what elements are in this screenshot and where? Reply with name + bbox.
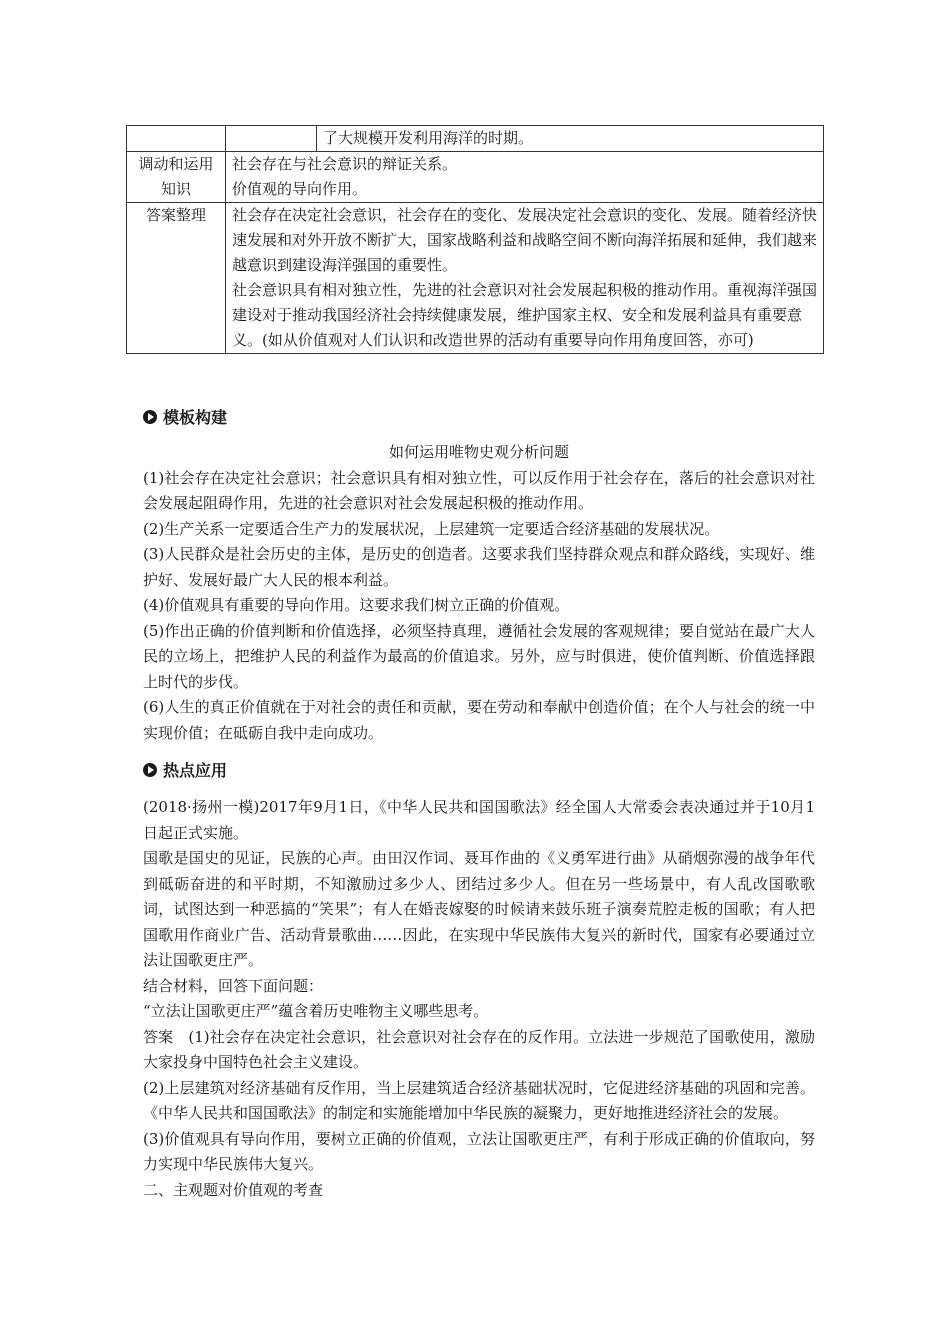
answer-paragraph: 社会存在决定社会意识，社会存在的变化、发展决定社会意识的变化、发展。随着经济快速发展和对外开放不断扩大，国家战略利益和战略空间不断向海洋拓展和延伸，我们越来越意识到建设海洋强国的重要性。 [232, 206, 818, 274]
template-title: 如何运用唯物史观分析问题 [388, 443, 569, 461]
section-heading-text: 热点应用 [163, 761, 228, 780]
knowledge-line: 价值观的导向作用。 [232, 180, 368, 198]
hot-paragraph: 国歌是国史的见证，民族的心声。由田汉作词、聂耳作曲的《义勇军进行曲》从硝烟弥漫的战争年代到砥砺奋进的和平时期，不知激励过多少人、团结过多少人。但在另一些场景中，有人乱改国歌歌词，试图达到一种恶搞的“笑果”；有人在婚丧嫁娶的时候请来鼓乐班子演奏荒腔走板的国歌；有人把国歌用作商业广告、活动背景歌曲……因此，在实现中华民族伟大复兴的新时代，国家有必要通过立法让国歌更庄严。 [143, 849, 815, 969]
play-circle-icon [143, 410, 157, 424]
table-row [127, 203, 824, 354]
template-item: (6)人生的真正价值就在于对社会的责任和贡献，要在劳动和奉献中创造价值；在个人与社会的统一中实现价值；在砥砺自我中走向成功。 [143, 698, 815, 742]
answer-paragraph: 社会意识具有相对独立性，先进的社会意识对社会发展起积极的推动作用。重视海洋强国建设对于推动我国经济社会持续健康发展，维护国家主权、安全和发展利益具有重要意义。(如从价值观对人们认识和改造世界的活动有重要导向作用角度回答，亦可) [232, 281, 818, 349]
hot-paragraph: 结合材料，回答下面问题： [143, 976, 324, 995]
hot-paragraph: 答案 (1)社会存在决定社会意识，社会意识对社会存在的反作用。立法进一步规范了国歌使用，激励大家投身中国特色社会主义建设。 [143, 1027, 815, 1071]
template-item: (4)价值观具有重要的导向作用。这要求我们树立正确的价值观。 [143, 596, 570, 614]
hot-paragraph: (2)上层建筑对经济基础有反作用，当上层建筑适合经济基础状况时，它促进经济基础的巩固和完善。《中华人民共和国国歌法》的制定和实施能增加中华民族的凝聚力，更好地推进经济社会的发展。 [143, 1078, 815, 1122]
hot-paragraph: (2018·扬州一模)2017年9月1日，《中华人民共和国国歌法》经全国人大常委会表决通过并于10月1日起正式实施。 [143, 798, 815, 842]
template-item: (1)社会存在决定社会意识；社会意识具有相对独立性，可以反作用于社会存在，落后的社会意识对社会发展起阻碍作用，先进的社会意识对社会发展起积极的推动作用。 [143, 468, 815, 512]
row0-text: 了大规模开发利用海洋的时期。 [323, 129, 534, 147]
template-item: (5)作出正确的价值判断和价值选择，必须坚持真理，遵循社会发展的客观规律；要自觉站在最广大人民的立场上，把维护人民的利益作为最高的价值追求。另外，应与时俱进，使价值判断、价值选择跟上时代的步伐。 [143, 621, 815, 691]
table-cell-content [226, 203, 824, 354]
play-circle-icon [143, 763, 157, 777]
table-cell-content [317, 126, 824, 152]
table-cell-empty [226, 126, 317, 152]
section-heading-template [143, 405, 227, 428]
hot-paragraph: “立法让国歌更庄严”蕴含着历史唯物主义哪些思考。 [143, 1002, 489, 1020]
section-heading-hot [143, 758, 227, 781]
table-row [127, 152, 824, 203]
analysis-table [126, 125, 824, 354]
section-heading-text: 模板构建 [163, 408, 228, 427]
table-row [127, 126, 824, 152]
template-item: (3)人民群众是社会历史的主体，是历史的创造者。这要求我们坚持群众观点和群众路线，实现好、维护好、发展好最广大人民的根本利益。 [143, 545, 815, 589]
row-label-knowledge: 调动和运用知识 [127, 152, 226, 203]
row-label-answer: 答案整理 [127, 203, 226, 354]
table-cell-empty [127, 126, 226, 152]
hot-paragraph: 二、主观题对价值观的考查 [143, 1180, 324, 1199]
table-cell-content [226, 152, 824, 203]
template-item: (2)生产关系一定要适合生产力的发展状况，上层建筑一定要适合经济基础的发展状况。 [143, 519, 720, 538]
knowledge-line: 社会存在与社会意识的辩证关系。 [232, 155, 458, 173]
hot-paragraph: (3)价值观具有导向作用，要树立正确的价值观，立法让国歌更庄严，有利于形成正确的价值取向，努力实现中华民族伟大复兴。 [143, 1129, 815, 1173]
hot-block [143, 795, 815, 1203]
template-block [143, 440, 815, 746]
